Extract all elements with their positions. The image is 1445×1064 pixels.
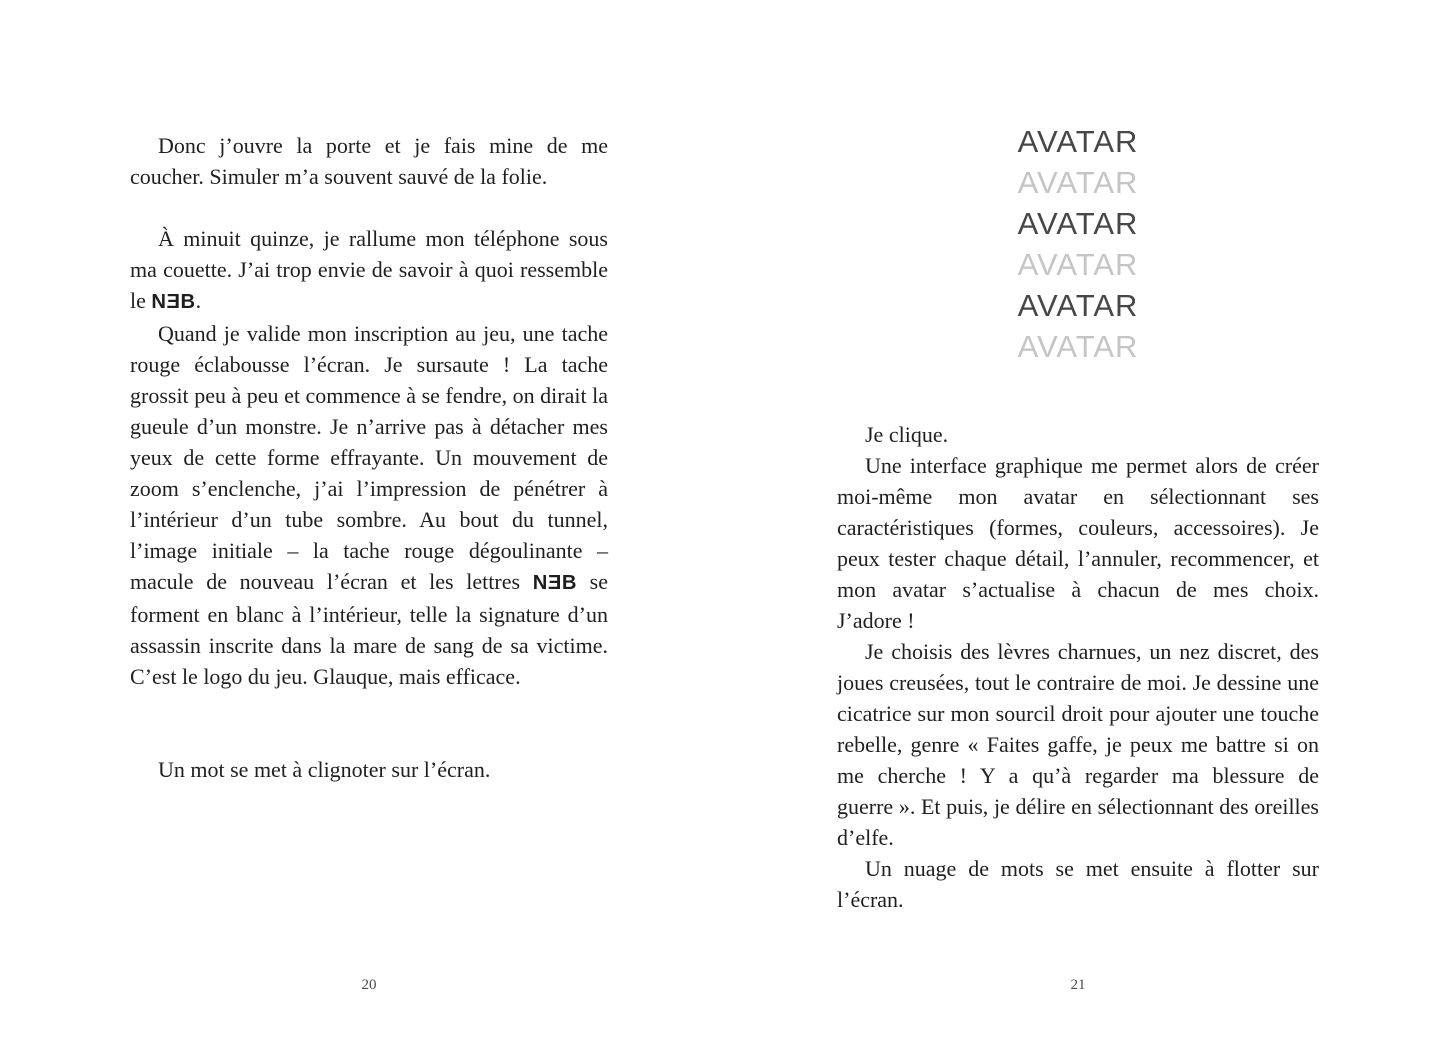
text-segment: Un mot se met à clignoter sur l’écran. <box>158 757 491 782</box>
avatar-word-dark: AVATAR <box>1017 206 1139 241</box>
page-number-right: 21 <box>1070 977 1086 993</box>
text-segment: Un nuage de mots se met ensuite à flotter sur l’écran. <box>837 856 1319 912</box>
paragraph <box>130 318 608 692</box>
page-right-paragraphs <box>837 419 1319 915</box>
avatar-word-dark: AVATAR <box>1017 124 1139 159</box>
text-segment: Quand je valide mon inscription au jeu, une tache rouge éclabousse l’écran. Je sursaute ! La tache grossit peu à peu et commence à se fendre, on dirait la gueule d’un monstre. Je n’arrive pas à détacher mes yeux de cette forme effrayante. Un mouvement de zoom s’enclenche, j’ai l’impression de pénétrer à l’intérieur d’un tube sombre. Au bout du tunnel, l’image initiale – la tache rouge dégoulinante – macule de nouveau l’écran et les lettres <box>130 321 608 594</box>
paragraph <box>130 223 608 318</box>
paragraph <box>837 853 1319 915</box>
paragraph <box>837 450 1319 636</box>
text-segment: Donc j’ouvre la porte et je fais mine de me coucher. Simuler m’a souvent sauvé de la folie. <box>130 133 608 189</box>
paragraph <box>130 754 608 785</box>
avatar-word-light: AVATAR <box>1017 165 1139 200</box>
text-segment: . <box>195 288 202 313</box>
game-logo-text: NƎB <box>532 572 577 594</box>
avatar-word-light: AVATAR <box>1017 329 1139 364</box>
page-number-left: 20 <box>361 977 377 993</box>
text-segment: Je clique. <box>865 422 949 447</box>
avatar-word-light: AVATAR <box>1017 247 1139 282</box>
paragraph <box>837 419 1319 450</box>
text-segment: se forment en blanc à l’intérieur, telle la signature d’un assassin inscrite dans la mare de sang de sa victime. C’est le logo du jeu. Glauque, mais efficace. <box>130 569 608 689</box>
page-right-body <box>837 121 1319 915</box>
paragraph <box>130 130 608 192</box>
text-segment: Je choisis des lèvres charnues, un nez discret, des joues creusées, tout le contraire de moi. Je dessine une cicatrice sur mon sourcil droit pour ajouter une touche rebelle, genre « Faites gaffe, je peux me battre si on me cherche ! Y a qu’à regarder ma blessure de guerre ». Et puis, je délire en sélectionnant des oreilles d’elfe. <box>837 639 1319 850</box>
avatar-title-block <box>837 121 1319 367</box>
game-logo-text: NƎB <box>151 291 196 313</box>
page-left-body <box>130 130 608 785</box>
paragraph <box>837 636 1319 853</box>
text-segment: À minuit quinze, je rallume mon téléphone sous ma couette. J’ai trop envie de savoir à quoi ressemble le <box>130 226 608 313</box>
avatar-word-dark: AVATAR <box>1017 288 1139 323</box>
text-segment: Une interface graphique me permet alors de créer moi-même mon avatar en sélectionnant ses caractéristiques (formes, couleurs, accessoires). Je peux tester chaque détail, l’annuler, recommencer, et mon avatar s’actualise à chacun de mes choix. J’adore ! <box>837 453 1319 633</box>
